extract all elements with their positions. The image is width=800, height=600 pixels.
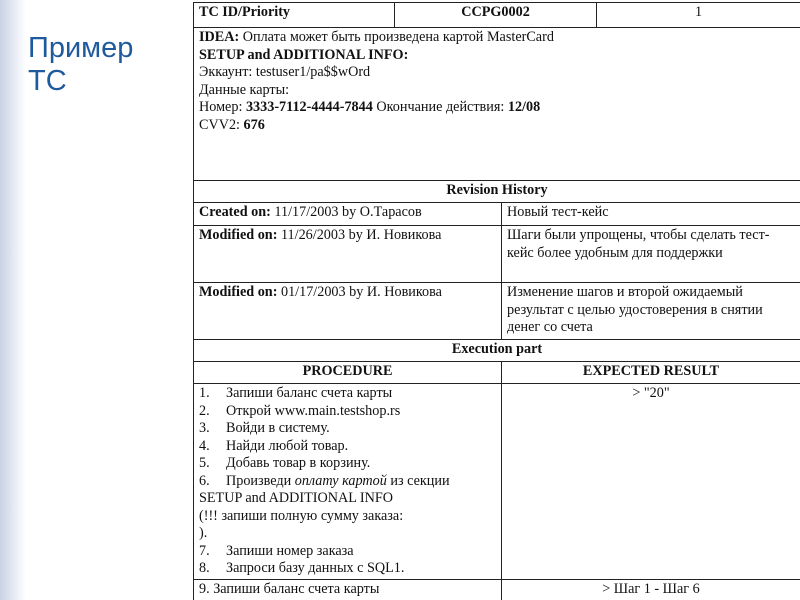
step-text: из секции: [386, 472, 450, 489]
revision-row: [194, 203, 800, 226]
revision-desc: Изменение шагов и второй ожидаемый результат с целью удостоверения в снятии денег со счета: [502, 283, 800, 340]
step-item: [199, 473, 496, 491]
step-text: Найди любой товар.: [226, 437, 349, 454]
revision-label: Modified on:: [199, 227, 278, 243]
step-text: Добавь товар в корзину.: [226, 455, 371, 471]
header-row: [194, 3, 800, 28]
step-text: Запроси базу данных с SQL1.: [226, 560, 405, 576]
step-number: 3.: [199, 420, 210, 436]
idea-label: IDEA:: [199, 29, 240, 45]
step-text: Войди в систему.: [226, 420, 330, 436]
execution-title-row: [194, 340, 800, 362]
step-continuation: ).: [199, 525, 208, 541]
card-data-label: Данные карты:: [199, 81, 290, 98]
step-item: [199, 420, 496, 438]
slide-title-line2: ТС: [28, 65, 67, 97]
step-continuation: (!!! запиши полную сумму заказа:: [199, 507, 404, 524]
test-case-table: [193, 2, 800, 600]
cvv-value: 676: [243, 116, 265, 133]
priority-value: 1: [597, 3, 800, 28]
step-item: [199, 403, 496, 421]
idea-cell: [194, 28, 800, 181]
revision-title-row: [194, 181, 800, 203]
execution-part-title: Execution part: [194, 340, 800, 362]
step-item: [199, 385, 496, 403]
step-text-italic: оплату картой: [294, 472, 387, 489]
step-text: Произведи: [226, 472, 295, 489]
step-number: 4.: [199, 437, 210, 454]
number-label: Номер:: [199, 99, 246, 115]
step-text: Открой www.main.testshop.rs: [226, 402, 401, 419]
revision-meta: [194, 203, 502, 226]
setup-label: SETUP and ADDITIONAL INFO:: [199, 46, 409, 63]
slide-side-gradient: [0, 0, 26, 600]
revision-date-author: 11/17/2003 by О.Тарасов: [270, 204, 422, 220]
revision-history-title: Revision History: [194, 181, 800, 203]
expected-result-cell: > "20": [502, 384, 800, 580]
expiry-label: Окончание действия:: [372, 99, 508, 115]
revision-label: Modified on:: [199, 284, 278, 300]
card-expiry: 12/08: [507, 99, 541, 115]
revision-meta: [194, 283, 502, 340]
slide-title: [28, 32, 133, 98]
tc-id-label: TC ID/Priority: [194, 3, 395, 28]
tc-id-value: CCPG0002: [395, 3, 597, 28]
expected-result-cell: > Шаг 1 - Шаг 6: [502, 579, 800, 600]
step-item: [199, 438, 496, 456]
step-item: [199, 560, 496, 578]
step-number: 6.: [199, 472, 210, 489]
step-number: 8.: [199, 560, 210, 576]
step-number: 1.: [199, 385, 210, 401]
expected-result-header: EXPECTED RESULT: [502, 362, 800, 384]
execution-header-row: [194, 362, 800, 384]
step-item: [199, 455, 496, 473]
card-number: 3333-7112-4444-7844: [245, 99, 373, 115]
idea-row: [194, 28, 800, 181]
revision-label: Created on:: [199, 204, 271, 220]
step-number: 2.: [199, 402, 210, 419]
procedure-steps: [199, 385, 496, 578]
step-number: 5.: [199, 455, 210, 471]
revision-desc: Новый тест-кейс: [502, 203, 800, 226]
revision-row: [194, 226, 800, 283]
step-text: Запиши баланс счета карты: [226, 385, 393, 401]
procedure-header: PROCEDURE: [194, 362, 502, 384]
revision-date-author: 01/17/2003 by И. Новикова: [277, 284, 442, 300]
step-item: [199, 543, 496, 561]
cvv-label: CVV2:: [199, 116, 244, 133]
step-continuation: SETUP and ADDITIONAL INFO: [199, 490, 394, 506]
test-case-document: [193, 2, 800, 600]
step-text: Запиши номер заказа: [226, 542, 354, 559]
procedure-row: [194, 579, 800, 600]
account-line: Эккаунт: testuser1/pa$$wOrd: [199, 64, 371, 80]
step-number: 7.: [199, 542, 210, 559]
revision-desc: Шаги были упрощены, чтобы сделать тест-кейс более удобным для поддержки: [502, 226, 800, 283]
revision-row: [194, 283, 800, 340]
procedure-row: [194, 384, 800, 580]
revision-meta: [194, 226, 502, 283]
slide-title-line1: Пример: [28, 32, 134, 64]
procedure-step-9: 9. Запиши баланс счета карты: [194, 579, 502, 600]
revision-date-author: 11/26/2003 by И. Новикова: [277, 227, 442, 243]
idea-text: Оплата может быть произведена картой MasterCard: [239, 29, 554, 45]
procedure-cell: [194, 384, 502, 580]
